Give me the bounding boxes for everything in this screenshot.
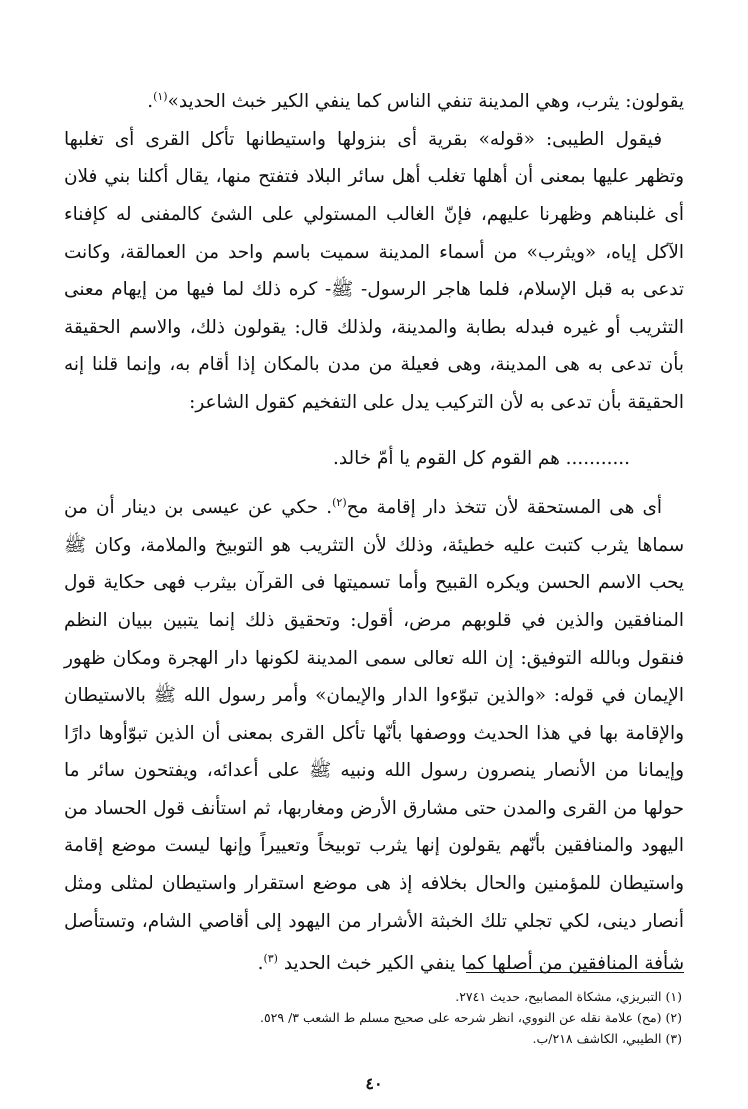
paragraph: أى هى المستحقة لأن تتخذ دار إقامة مح$^{(٢)}$. حكي عن عيسى بن دينار أن من سماها يثرب كتبت عليه خطيئة، وذلك لأن التثريب هو التوبيخ والملامة، وكان ﷺ يحب الاسم الحسن ويكره القبيح وأما تسميتها فى القرآن بيثرب فهى حكاية قول المنافقين والذين في قلوبهم مرض، أقول: وتحقيق ذلك إنما يتبين ببيان النظم فنقول وبالله التوفيق: إن الله تعالى سمى المدينة لكونها دار الهجرة ومكان ظهور الإيمان في قوله: «والذين تبوّءوا الدار والإيمان» وأمر رسول الله ﷺ بالاستيطان والإقامة بها في هذا الحديث ووصفها بأنّها تأكل القرى بمعنى أن الذين تبوّأوها دارًا وإيمانا من الأنصار ينصرون رسول الله ونبيه ﷺ على أعدائه، ويفتحون سائر ما حولها من القرى والمدن حتى مشارق الأرض ومغاربها، ثم استأنف قول الحساد من اليهود والمنافقين بأنّهم يقولون إنها يثرب توبيخاً وتعييراً وإنها ليست موضع إقامة واستيطان للمؤمنين والحال بخلافه إذ هى موضع استقرار واستيطان لمثلى ومثل أنصار دينى، لكي تجلي تلك الخبثة الأشرار من اليهود إلى أقاصي الشام، وتستأصل شأفة المنافقين من أصلها كما ينفي الكير خبث الحديد $^{(٣)}$. — [64, 496, 684, 975]
footnote: (٣) الطيبي، الكاشف ٢١٨/ب. — [532, 1031, 682, 1046]
paragraph-text: . حكي عن عيسى بن دينار أن من سماها يثرب كتبت عليه خطيئة، وذلك لأن التثريب هو التوبيخ والملامة، وكان ﷺ يحب الاسم الحسن ويكره القبيح وأما تسميتها فى القرآن بيثرب فهى حكاية قول المنافقين والذين في قلوبهم مرض، أقول: وتحقيق ذلك إنما يتبين ببيان النظم فنقول وبالله التوفيق: إن الله تعالى سمى المدينة لكونها دار الهجرة ومكان ظهور الإيمان في قوله: «والذين تبوّءوا الدار والإيمان» وأمر رسول الله ﷺ بالاستيطان والإقامة بها في هذا الحديث ووصفها بأنّها تأكل القرى بمعنى أن الذين تبوّأوها دارًا وإيمانا من الأنصار ينصرون رسول الله ونبيه ﷺ على أعدائه، ويفتحون سائر ما حولها من القرى والمدن حتى مشارق الأرض ومغاربها، ثم استأنف قول الحساد من اليهود والمنافقين بأنّهم يقولون إنها يثرب توبيخاً وتعييراً وإنها ليست موضع إقامة واستيطان للمؤمنين والحال بخلافه إذ هى موضع استقرار واستيطان لمثلى ومثل أنصار دينى، لكي تجلي تلك الخبثة الأشرار من اليهود إلى أقاصي الشام، وتستأصل شأفة المنافقين من أصلها كما ينفي الكير خبث الحديد — [64, 497, 684, 975]
main-text — [64, 78, 684, 421]
paragraph: فيقول الطيبى: «قوله» بقرية أى بنزولها واستيطانها تأكل القرى أى تغلبها وتظهر عليها بمعنى أن أهلها تغلب أهل سائر البلاد فتفتح منها، يقال أكلنا بني فلان أى غلبناهم وظهرنا عليهم، فإنّ الغالب المستولي على الشئ كالمفنى له كإفناء الآكل إياه، «ويثرب» من أسماء المدينة سميت باسم واحد من العمالقة، وكانت تدعى به قبل الإسلام، فلما هاجر الرسول- ﷺ- كره ذلك لما فيها من إيهام معنى التثريب أو غيره فبدله بطابة والمدينة، ولذلك قال: يقولون ذلك، والاسم الحقيقة بأن تدعى به هى المدينة، وهى فعيلة من مدن بالمكان إذا أقام به، وإنما قلنا إنه الحقيقة بأن تدعى به لأن التركيب يدل على التفخيم كقول الشاعر: — [64, 128, 684, 413]
footnote: (٢) (مح) علامة نقله عن النووي، انظر شرحه على صحيح مسلم ط الشعب ٣/ ٥٢٩. — [259, 1010, 682, 1025]
paragraph-text: أى هى المستحقة لأن تتخذ دار إقامة مح — [346, 497, 663, 519]
paragraph: يقولون: يثرب، وهي المدينة تنفي الناس كما ينفي الكير خبث الحديد»$^{(١)}$. — [147, 90, 684, 113]
paragraph-text: يقولون: يثرب، وهي المدينة تنفي الناس كما ينفي الكير خبث الحديد» — [167, 91, 684, 113]
main-text-continued — [64, 484, 684, 983]
poetry-verse: ........... هم القوم كل القوم يا أمّ خالد. — [333, 448, 630, 469]
page-number: ٤٠ — [365, 1074, 383, 1093]
footnote-ref[interactable]: (٢) — [332, 496, 347, 509]
footnotes — [64, 986, 682, 1049]
footnote: (١) التبريزي، مشكاة المصابيح، حديث ٢٧٤١. — [455, 989, 682, 1004]
footnote-ref[interactable]: (١) — [153, 90, 168, 103]
footnote-ref[interactable]: (٣) — [263, 952, 278, 966]
footnote-divider — [466, 972, 684, 973]
